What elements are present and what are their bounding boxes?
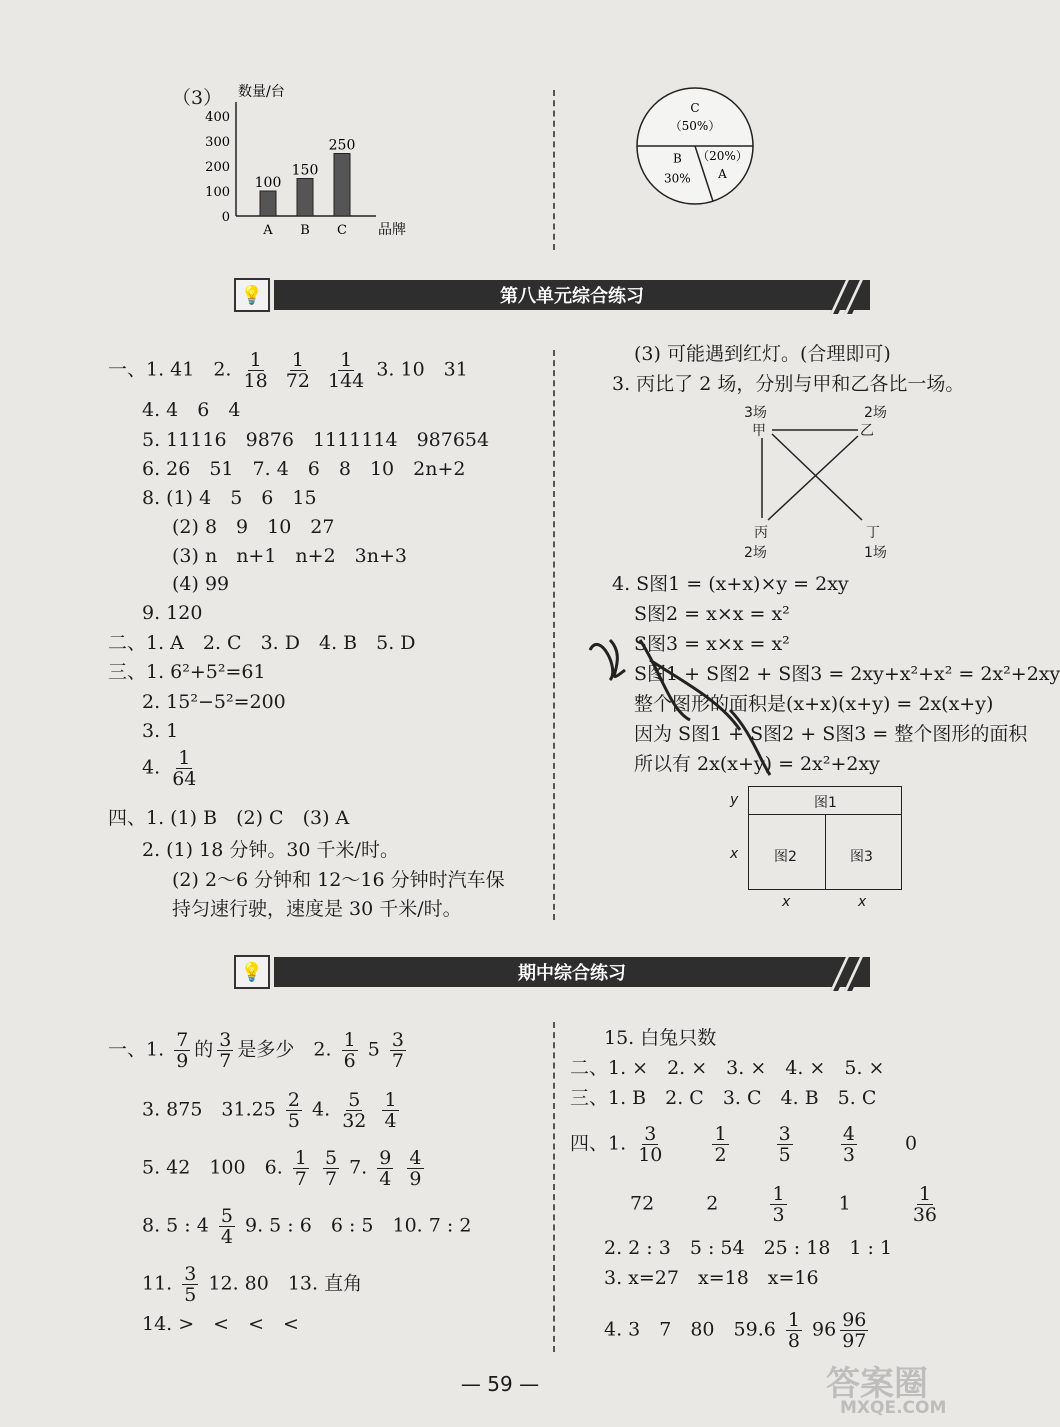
- answer-line: 4. S图1 = (x+x)×y = 2xy: [612, 573, 849, 595]
- bar: [297, 179, 313, 217]
- pie-chart: [630, 86, 760, 206]
- x-tick-label: C: [337, 223, 347, 238]
- answer-line: 3. 1: [142, 720, 179, 742]
- section-banner-midterm: [234, 955, 870, 989]
- jia-games: 3场: [744, 405, 767, 421]
- bottom-label-x1: x: [782, 894, 791, 910]
- answer-line: 4. 4 6 4: [142, 399, 241, 421]
- answer-line: 一、1. 41 2. $\frac{1}{18}$ $\frac{1}{72}$ $\frac{1}{144}$ 3. 10 31: [108, 349, 468, 392]
- answer-line: 所以有 2x(x+y) = 2x²+2xy: [634, 753, 880, 775]
- y-tick-label: 100: [205, 185, 230, 200]
- bar-value-label: 250: [328, 137, 356, 154]
- pie-label-a: A: [718, 166, 727, 181]
- answer-line: 持匀速行驶，速度是 30 千米/时。: [172, 898, 462, 920]
- jia-node: 甲: [752, 423, 766, 439]
- answer-line: 8. 5 : 4 $\frac{5}{4}$ 9. 5 : 6 6 : 5 10. 7 : 2: [142, 1205, 472, 1248]
- answer-line: 4. 3 7 80 59.6 $\frac{1}{8}$ 96 $\frac{96}{97}$: [604, 1309, 867, 1352]
- answer-line: 3. 875 31.25 $\frac{2}{5}$ 4. $\frac{5}{32}$ $\frac{1}{4}$: [142, 1089, 397, 1132]
- answer-line: 一、1. $\frac{7}{9}$ 的 $\frac{3}{7}$ 是多少 2. $\frac{1}{6}$ 5 $\frac{3}{7}$: [108, 1029, 404, 1072]
- answer-line: 二、1. × 2. × 3. × 4. × 5. ×: [570, 1057, 885, 1079]
- answer-line: 因为 S图1 + S图2 + S图3 = 整个图形的面积: [634, 723, 1028, 745]
- answer-line: 3. x=27 x=18 x=16: [604, 1267, 819, 1289]
- banner-title: 第八单元综合练习: [500, 286, 644, 307]
- handwritten-scribble: [580, 610, 810, 790]
- watermark-url: MXQE.COM: [840, 1398, 947, 1418]
- side-label-y: y: [730, 792, 739, 808]
- answer-line: (3) n n+1 n+2 3n+3: [172, 545, 408, 567]
- answer-line: (3) 可能遇到红灯。(合理即可): [634, 343, 891, 365]
- bar-chart: [190, 80, 430, 240]
- answer-line: (4) 99: [172, 573, 230, 595]
- answer-line: 2. (1) 18 分钟。30 千米/时。: [142, 839, 399, 861]
- side-label-x: x: [730, 846, 739, 862]
- chart3-label: （3）: [172, 87, 223, 109]
- x-tick-label: B: [300, 223, 310, 238]
- y-axis-label: 数量/台: [238, 84, 285, 100]
- answer-line: 14. > < < <: [142, 1313, 299, 1335]
- answer-line: 二、1. A 2. C 3. D 4. B 5. D: [108, 632, 416, 654]
- rect-label-2: 图2: [774, 849, 797, 865]
- pie-pct-b: 30%: [664, 171, 691, 186]
- bing-games: 2场: [744, 545, 767, 561]
- column-divider-midterm: [553, 1022, 555, 1352]
- answer-line: 2. 15²−5²=200: [142, 691, 286, 713]
- banner-title: 期中综合练习: [518, 963, 626, 984]
- match-graph: [730, 398, 900, 564]
- bottom-label-x2: x: [858, 894, 867, 910]
- answer-line: 四、1. (1) B (2) C (3) A: [108, 807, 350, 829]
- pie-label-c: C: [690, 101, 700, 115]
- answer-line: 2. 2 : 3 5 : 54 25 : 18 1 : 1: [604, 1237, 893, 1259]
- bar: [334, 154, 350, 217]
- answer-line: (2) 2～6 分钟和 12～16 分钟时汽车保: [172, 869, 505, 891]
- column-divider-unit8: [553, 350, 555, 920]
- answer-line: 三、1. B 2. C 3. C 4. B 5. C: [570, 1087, 877, 1109]
- answer-line: 6. 26 51 7. 4 6 8 10 2n+2: [142, 458, 466, 480]
- lightbulb-icon: 💡: [234, 278, 270, 312]
- rect-divider-v: [825, 814, 826, 890]
- answer-line: 15. 白兔只数: [604, 1027, 717, 1049]
- bar: [260, 191, 276, 216]
- pie-pct-a: （20%）: [697, 148, 748, 163]
- x-axis-label: 品牌: [378, 222, 406, 238]
- rect-label-3: 图3: [850, 849, 873, 865]
- y-tick-label: 300: [205, 135, 230, 150]
- bing-node: 丙: [754, 525, 768, 541]
- answer-line: 5. 42 100 6. $\frac{1}{7}$ $\frac{5}{7}$ 7. $\frac{9}{4}$ $\frac{4}{9}$: [142, 1147, 422, 1190]
- y-tick-label: 400: [205, 110, 230, 125]
- y-tick-label: 200: [205, 160, 230, 175]
- x-tick-label: A: [263, 223, 273, 238]
- answer-line: S图2 = x×x = x²: [634, 603, 790, 625]
- answer-line: 9. 120: [142, 602, 203, 624]
- page-number: — 59 —: [460, 1372, 540, 1396]
- answer-line: 72 2 $\frac{1}{3}$ 1 $\frac{1}{36}$: [630, 1183, 938, 1226]
- answer-line: (2) 8 9 10 27: [172, 516, 335, 538]
- answer-line: S图3 = x×x = x²: [634, 633, 790, 655]
- answer-line: S图1 + S图2 + S图3 = 2xy+x²+x² = 2x²+2xy: [634, 663, 1060, 685]
- answer-line: 8. (1) 4 5 6 15: [142, 487, 317, 509]
- column-divider-top: [553, 90, 555, 250]
- area-diagram: [728, 786, 908, 912]
- answer-line: 四、1. $\frac{3}{10}$ $\frac{1}{2}$ $\frac{3}{5}$ $\frac{4}{3}$ 0: [570, 1123, 918, 1166]
- answer-line: 三、1. 6²+5²=61: [108, 661, 266, 683]
- y-tick-label: 0: [221, 210, 230, 225]
- lightbulb-icon: 💡: [234, 955, 270, 989]
- yi-node: 乙: [860, 423, 874, 439]
- section-banner-unit8: [234, 278, 870, 312]
- answer-line: 5. 11116 9876 1111114 987654: [142, 429, 490, 451]
- answer-line: 11. $\frac{3}{5}$ 12. 80 13. 直角: [142, 1263, 363, 1306]
- answer-line: 3. 丙比了 2 场，分别与甲和乙各比一场。: [612, 373, 965, 395]
- pie-label-b: B: [672, 151, 682, 166]
- answer-line: 整个图形的面积是(x+x)(x+y) = 2x(x+y): [634, 693, 994, 715]
- bar-value-label: 150: [291, 162, 319, 179]
- pie-pct-c: （50%）: [669, 119, 721, 133]
- ding-games: 1场: [864, 545, 887, 561]
- answer-line: 4. $\frac{1}{64}$: [142, 747, 197, 790]
- bar-value-label: 100: [254, 175, 282, 191]
- yi-games: 2场: [864, 405, 887, 421]
- rect-label-1: 图1: [814, 795, 837, 811]
- watermark-logo: 答案圈: [826, 1364, 928, 1404]
- ding-node: 丁: [866, 525, 880, 541]
